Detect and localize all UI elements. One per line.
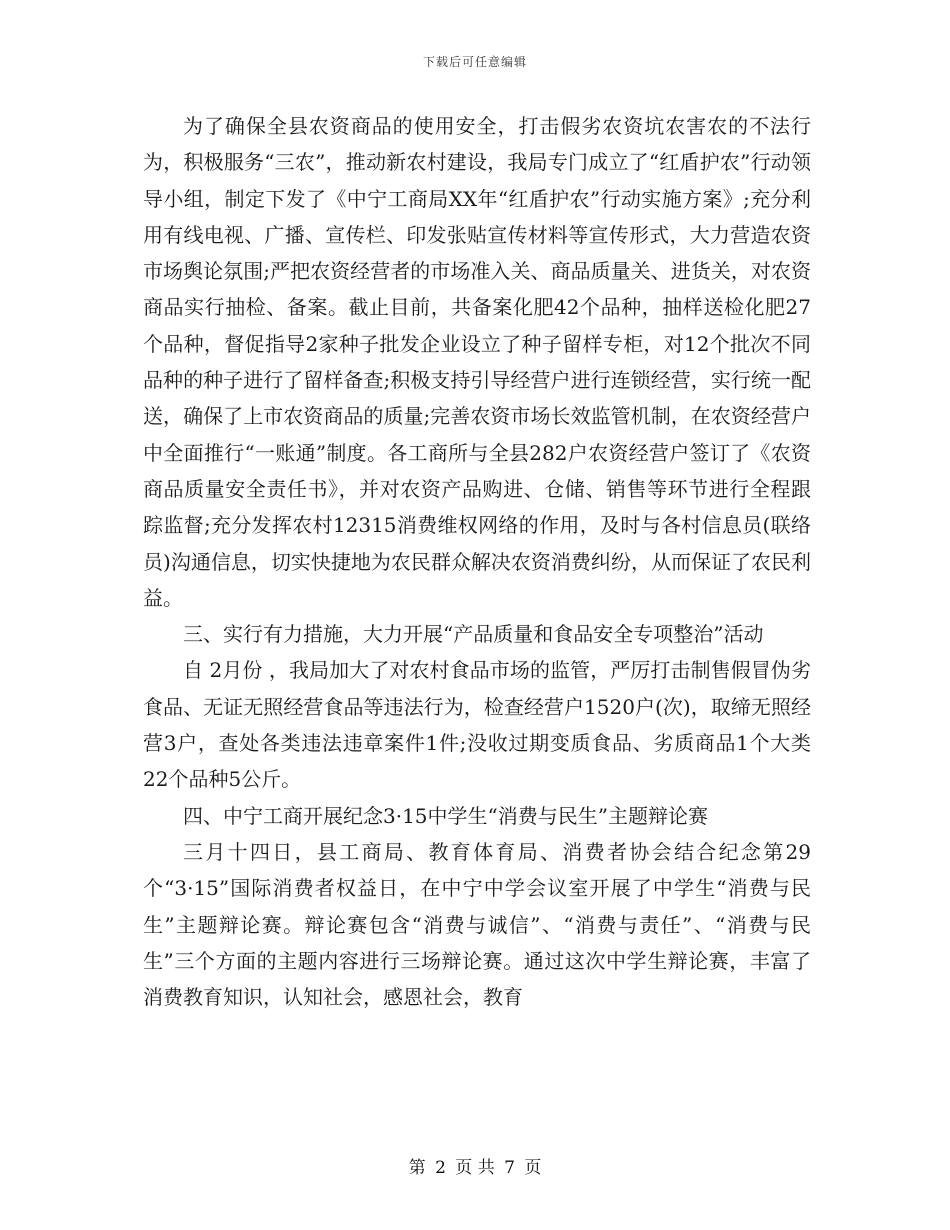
page-header-note: 下载后可任意编辑 bbox=[422, 55, 527, 69]
paragraph-red-shield: 为了确保全县农资商品的使用安全，打击假劣农资坑农害农的不法行为，积极服务“三农”，推动新农村建设，我局专门成立了“红盾护农”行动领导小组，制定下发了《中宁工商局XX年“红盾护农”行动实施方案》;充分利用有线电视、广播、宣传栏、印发张贴宣传材料等宣传形式，大力营造农资市场舆论氛围;严把农资经营者的市场准入关、商品质量关、进货关，对农资商品实行抽检、备案。截止目前，共备案化肥42个品种，抽样送检化肥27个品种，督促指导2家种子批发企业设立了种子留样专柜，对12个批次不同品种的种子进行了留样备查;积极支持引导经营户进行连锁经营，实行统一配送，确保了上市农资商品的质量;完善农资市场长效监管机制，在农资经营户中全面推行“一账通”制度。各工商所与全县282户农资经营户签订了《农资商品质量安全责任书》，并对农资产品购进、仓储、销售等环节进行全程跟踪监督;充分发挥农村12315消费维权网络的作用，及时与各村信息员(联络员)沟通信息，切实快捷地为农民群众解决农资消费纠纷，从而保证了农民利益。 bbox=[143, 114, 811, 610]
paragraph-debate: 三月十四日，县工商局、教育体育局、消费者协会结合纪念第29个“3·15”国际消费者权益日，在中宁中学会议室开展了中学生“消费与民生”主题辩论赛。辩论赛包含“消费与诚信”、“消费与责任”、“消费与民生”三个方面的主题内容进行三场辩论赛。通过这次中学生辩论赛，丰富了消费教育知识，认知社会，感恩社会，教育 bbox=[143, 839, 811, 1010]
paragraph-food-safety: 自 2月份 ，我局加大了对农村食品市场的监管，严厉打击制售假冒伪劣食品、无证无照经营食品等违法行为，检查经营户1520户(次)，取缔无照经营3户，查处各类违法违章案件1件;没收过期变质食品、劣质商品1个大类22个品种5公斤。 bbox=[143, 658, 811, 792]
footer-page-number: 2 bbox=[435, 1158, 446, 1178]
footer-prefix: 第 bbox=[408, 1158, 426, 1178]
page-footer bbox=[0, 1153, 950, 1178]
footer-middle: 页 共 bbox=[455, 1158, 495, 1178]
document-body bbox=[143, 108, 811, 1015]
section-heading-3: 三、实行有力措施，大力开展“产品质量和食品安全专项整治”活动 bbox=[183, 622, 764, 647]
footer-suffix: 页 bbox=[524, 1158, 542, 1178]
footer-total-pages: 7 bbox=[504, 1158, 515, 1178]
section-heading-4: 四、中宁工商开展纪念3·15中学生“消费与民生”主题辩论赛 bbox=[183, 803, 708, 828]
